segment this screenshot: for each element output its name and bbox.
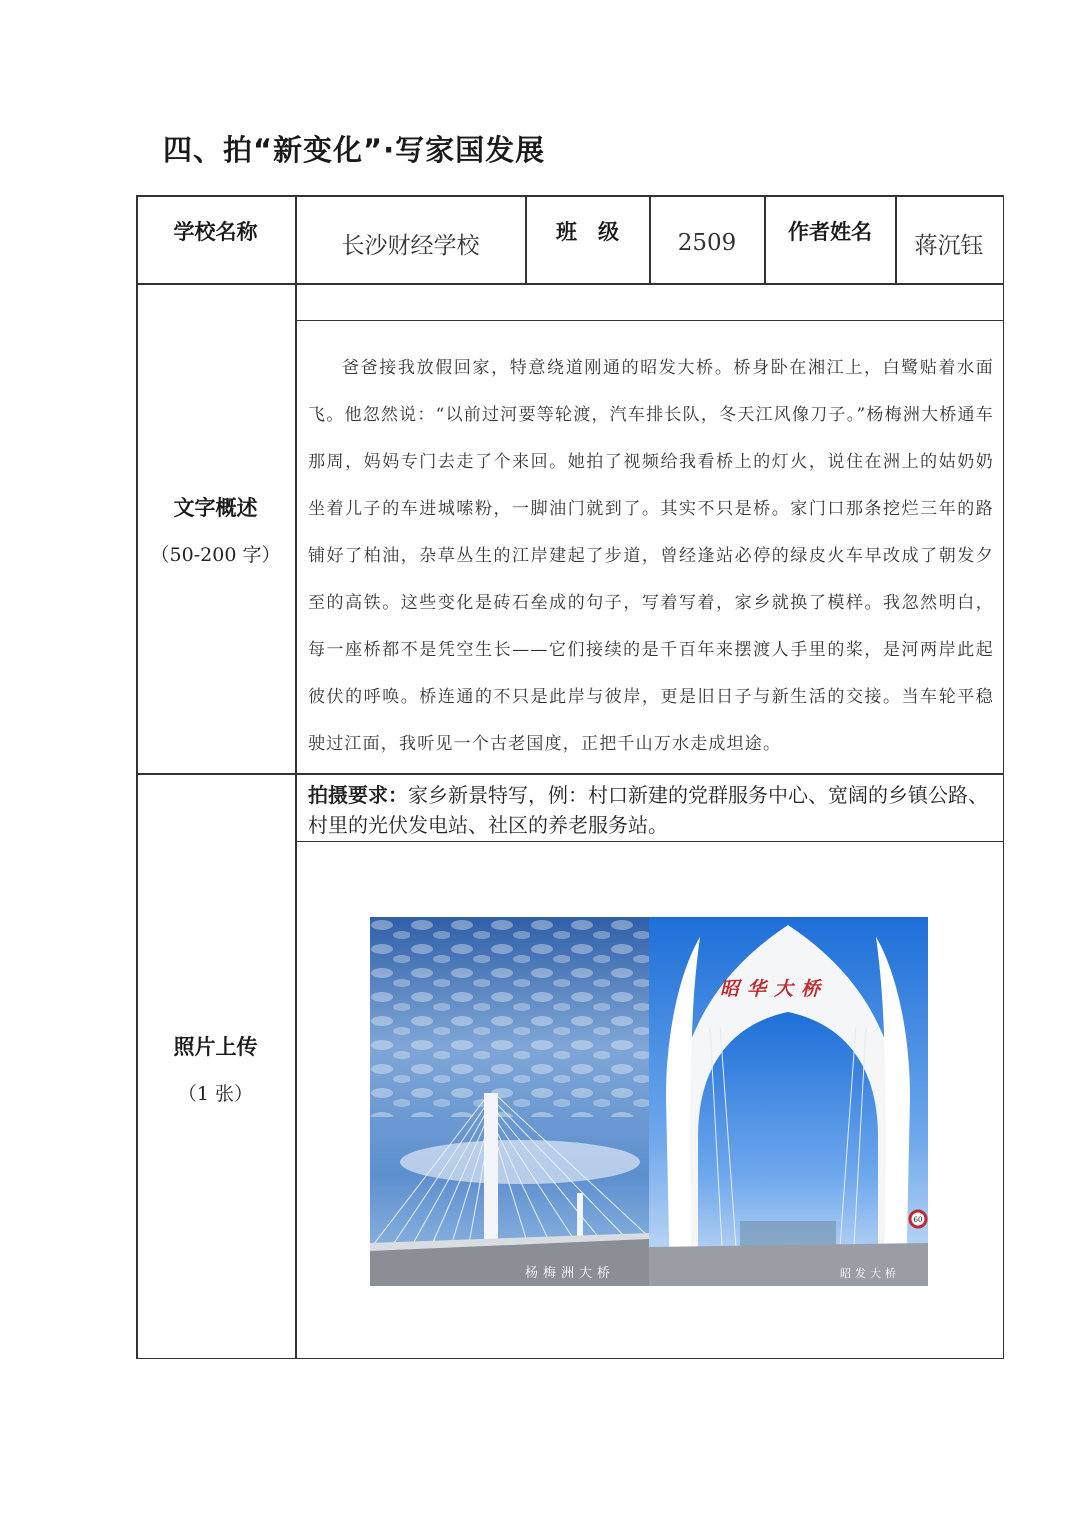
table-row-divider (136, 283, 1004, 285)
left-pylon (484, 1093, 498, 1253)
arch-sign: 昭华大桥 (720, 978, 829, 1000)
left-photo-caption: 杨梅洲大桥 (525, 1266, 616, 1281)
school-name-value: 长沙财经学校 (341, 232, 480, 259)
school-name-label: 学校名称 (173, 220, 258, 244)
summary-text: 爸爸接我放假回家，特意绕道刚通的昭发大桥。桥身卧在湘江上，白鹭贴着水面飞。他忽然说：“以前过河要等轮渡，汽车排长队，冬天江风像刀子。”杨梅洲大桥通车那周，妈妈专门去走了个来回。她拍了视频给我看桥上的灯火，说住在洲上的姑奶奶坐着儿子的车进城嗦粉，一脚油门就到了。其实不只是桥。家门口那条挖烂三年的路铺好了柏油，杂草丛生的江岸建起了步道，曾经逢站必停的绿皮火车早改成了朝发夕至的高铁。这些变化是砖石垒成的句子，写着写着，家乡就换了模样。我忽然明白，每一座桥都不是凭空生长——它们接续的是千百年来摆渡人手里的桨，是河两岸此起彼伏的呼唤。桥连通的不只是此岸与彼岸，更是旧日子与新生活的交接。当车轮平稳驶过江面，我听见一个古老国度，正把千山万水走成坦途。 (308, 358, 994, 754)
requirement-title: 拍摄要求： (308, 783, 408, 807)
summary-word-limit: （50-200 字） (150, 543, 281, 566)
table-row-divider (295, 841, 1004, 842)
requirement-text: 家乡新景特写，例：村口新建的党群服务中心、宽阔的乡镇公路、村里的光伏发电站、社区的养老服务站。 (308, 783, 988, 837)
bridge-photo (370, 917, 928, 1286)
class-value: 2509 (677, 230, 737, 256)
table-border-left (136, 195, 138, 1359)
table-border-right (1003, 195, 1005, 1359)
table-border-top (136, 195, 1004, 197)
right-photo-caption: 昭发大桥 (840, 1267, 900, 1280)
section-heading: 四、拍“新变化”·写家国发展 (163, 133, 546, 167)
author-name-label: 作者姓名 (788, 220, 872, 244)
table-row-divider (136, 773, 1004, 775)
table-divider-label-col (295, 195, 297, 1359)
photo-requirements (308, 780, 994, 840)
photo-count-note: （1 张） (177, 1082, 254, 1105)
summary-label: 文字概述 (173, 496, 258, 520)
bridge-photo-illustration (370, 917, 928, 1286)
class-label: 班 级 (556, 220, 619, 244)
table-row-divider (295, 320, 1004, 321)
table-border-bottom (136, 1358, 1004, 1360)
speed-limit-value: 60 (913, 1216, 923, 1224)
submission-table (136, 195, 1004, 1359)
photo-upload-label: 照片上传 (173, 1035, 258, 1059)
author-name-value: 蒋沉钰 (914, 232, 984, 259)
left-clouds (370, 917, 649, 1117)
